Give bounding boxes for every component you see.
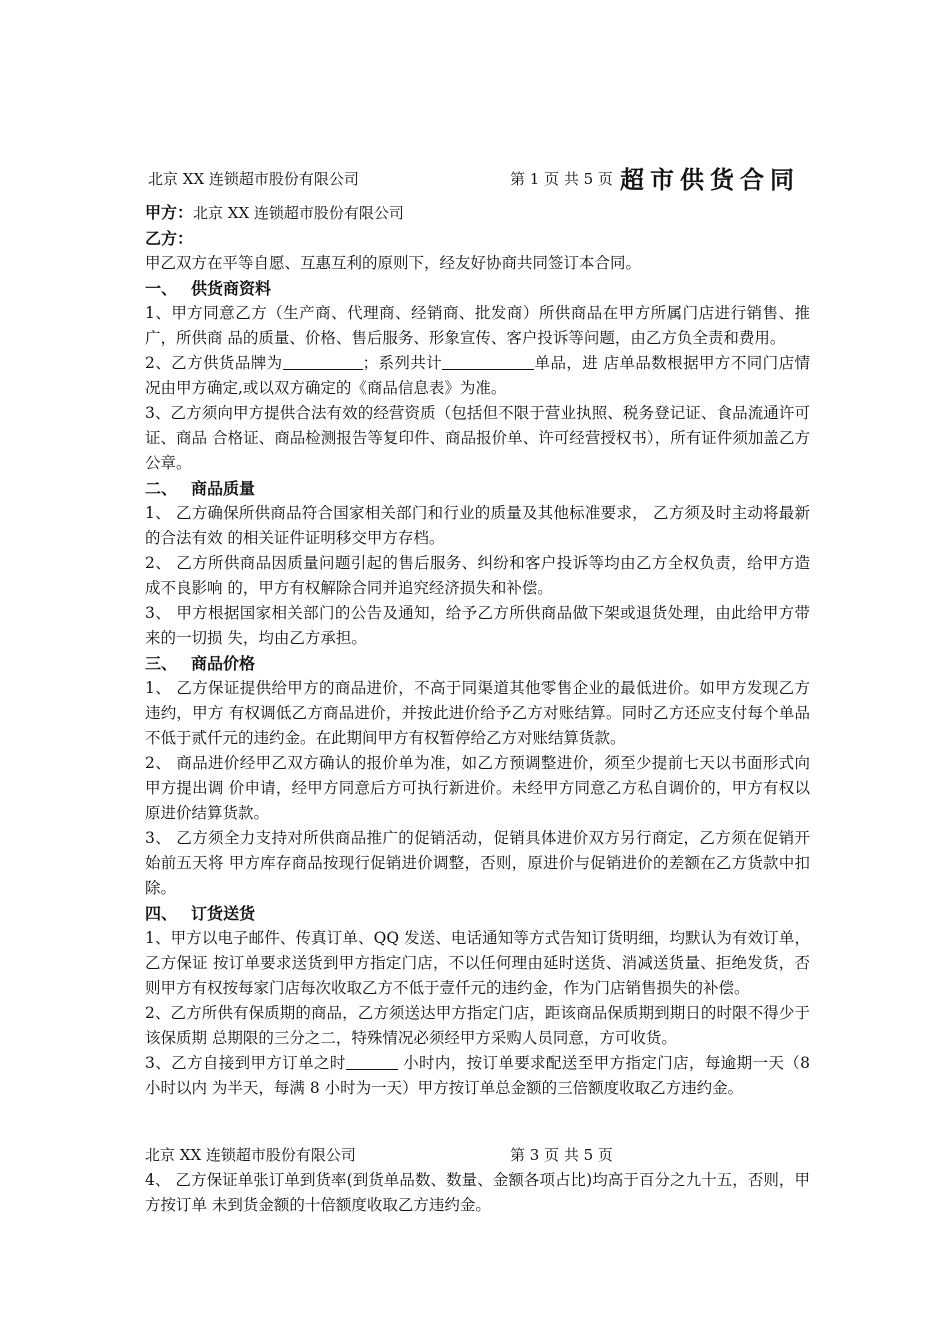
clause-paragraph: 1、 乙方确保所供商品符合国家相关部门和行业的质量及其他标准要求， 乙方须及时主动将最新的合法有效 的相关证件证明移交甲方存档。: [145, 504, 810, 547]
party-a-label: 甲方：: [145, 203, 194, 222]
section-number: 三、: [145, 654, 178, 673]
section-title: 商品质量: [191, 479, 256, 498]
section-title: 供货商资料: [191, 279, 272, 298]
clause-paragraph: [145, 1051, 810, 1101]
section-title: 商品价格: [191, 654, 256, 673]
fill-blank: [442, 353, 534, 370]
clause-paragraph: 1、 乙方保证提供给甲方的商品进价，不高于同渠道其他零售企业的最低进价。如甲方发现乙方违约，甲方 有权调低乙方商品进价，并按此进价给予乙方对账结算。同时乙方还应支付每个单品不低于贰仟元的违约金。在此期间甲方有权暂停给乙方对账结算货款。: [145, 679, 810, 747]
clause-text: 单品，进 店单品数根据甲方不同门店情况由甲方确定,或以双方确定的《商品信息表》为准。: [145, 354, 810, 397]
fill-blank: [283, 353, 363, 370]
party-a-value: 北京 XX 连锁超市股份有限公司: [193, 204, 404, 222]
clause-text: 小时内，按订单要求配送至甲方指定门店，每逾期一天（8 小时以内 为半天，每满 8 小时为一天）甲方按订单总金额的三倍额度收取乙方违约金。: [145, 1054, 810, 1097]
page-header: [148, 160, 828, 194]
clause-paragraph: 2、 商品进价经甲乙双方确认的报价单为准，如乙方预调整进价，须至少提前七天以书面形式向甲方提出调 价申请，经甲方同意后方可执行新进价。未经甲方同意乙方私自调价的，甲方有权以原进价结算货款。: [145, 754, 810, 822]
clause-paragraph: [145, 351, 810, 401]
clause-paragraph: 3、 乙方须全力支持对所供商品推广的促销活动，促销具体进价双方另行商定，乙方须在促销开始前五天将 甲方库存商品按现行促销进价调整，否则，原进价与促销进价的差额在乙方货款中扣除。: [145, 829, 810, 897]
clause-text: ；系列共计: [362, 354, 443, 372]
party-b: [145, 226, 810, 251]
clause-text: 3、乙方自接到甲方订单之时: [145, 1054, 346, 1072]
section-heading: [145, 476, 810, 501]
fill-blank: [346, 1053, 398, 1070]
header-company: 北京 XX 连锁超市股份有限公司: [148, 170, 359, 188]
footer-header: [145, 1143, 810, 1168]
clause-paragraph: 4、 乙方保证单张订单到货率(到货单品数、数量、金额各项占比)均高于百分之九十五，否则，甲方按订单 未到货金额的十倍额度收取乙方违约金。: [145, 1171, 810, 1214]
clause-paragraph: 2、 乙方所供商品因质量问题引起的售后服务、纠纷和客户投诉等均由乙方全权负责，给甲方造成不良影响 的，甲方有权解除合同并追究经济损失和补偿。: [145, 554, 810, 597]
clause-paragraph: 1、甲方以电子邮件、传真订单、QQ 发送、电话通知等方式告知订货明细，均默认为有效订单，乙方保证 按订单要求送货到甲方指定门店，不以任何理由延时送货、消减送货量、拒绝发货，否则甲方有权按每家门店每次收取乙方不低于壹仟元的违约金，作为门店销售损失的补偿。: [145, 929, 810, 997]
section-heading: [145, 651, 810, 676]
clause-paragraph: 2、乙方所供有保质期的商品，乙方须送达甲方指定门店，距该商品保质期到期日的时限不得少于该保质期 总期限的三分之二，特殊情况必须经甲方采购人员同意，方可收货。: [145, 1004, 810, 1047]
footer-page-number: 第 3 页 共 5 页: [510, 1146, 613, 1164]
footer-company: 北京 XX 连锁超市股份有限公司: [145, 1146, 356, 1164]
clause-paragraph: 3、 甲方根据国家相关部门的公告及通知，给予乙方所供商品做下架或退货处理，由此给甲方带来的一切损 失，均由乙方承担。: [145, 604, 810, 647]
section-number: 二、: [145, 479, 178, 498]
section-title: 订货送货: [191, 904, 256, 923]
clause-paragraph: 3、乙方须向甲方提供合法有效的经营资质（包括但不限于营业执照、税务登记证、食品流通许可证、商品 合格证、商品检测报告等复印件、商品报价单、许可经营授权书），所有证件须加盖乙方公章。: [145, 404, 810, 472]
intro-paragraph: 甲乙双方在平等自愿、互惠互利的原则下，经友好协商共同签订本合同。: [145, 254, 642, 272]
document-title: 超市供货合同: [620, 165, 800, 194]
party-b-label: 乙方：: [145, 229, 194, 248]
section-number: 一、: [145, 279, 178, 298]
header-page-number: 第 1 页 共 5 页: [510, 170, 613, 188]
section-number: 四、: [145, 904, 178, 923]
party-a: [145, 200, 810, 226]
section-heading: [145, 276, 810, 301]
clause-text: 2、乙方供货品牌为: [145, 354, 283, 372]
clause-paragraph: 1、甲方同意乙方（生产商、代理商、经销商、批发商）所供商品在甲方所属门店进行销售、推广，所供商 品的质量、价格、售后服务、形象宣传、客户投诉等问题，由乙方负全责和费用。: [145, 304, 810, 347]
page-footer-block: [145, 1143, 810, 1218]
document-body: [145, 200, 810, 1101]
section-heading: [145, 901, 810, 926]
